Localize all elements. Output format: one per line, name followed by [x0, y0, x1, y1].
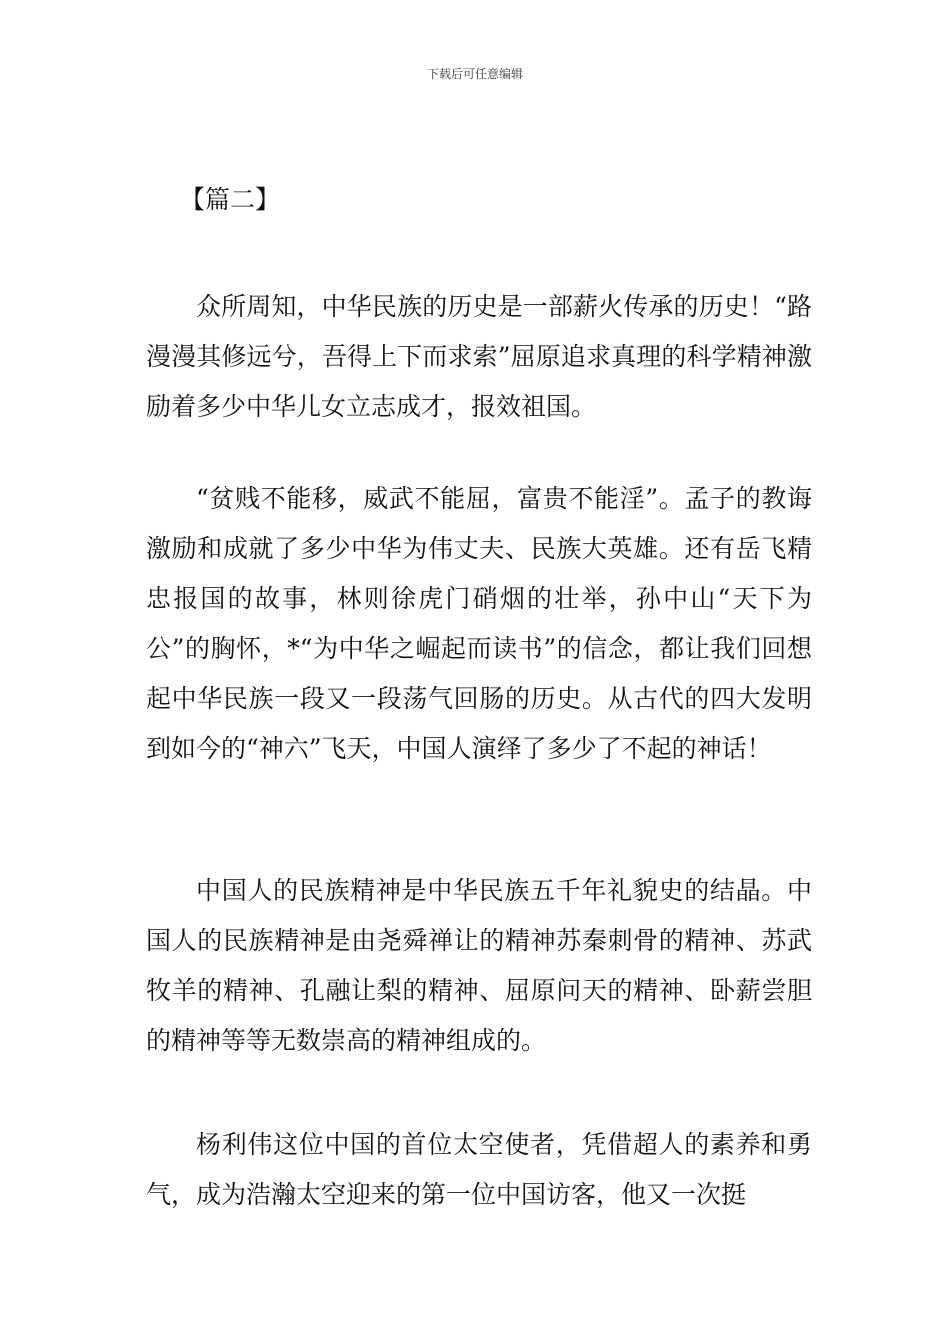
section-title: 【篇二】 — [180, 185, 281, 214]
paragraph-1: 众所周知，中华民族的历史是一部薪火传承的历史！“路漫漫其修远兮，吾得上下而求索”屈原追求真理的科学精神激励着多少中华儿女立志成才，报效祖国。 — [146, 292, 812, 421]
paragraph-3: 中国人的民族精神是中华民族五千年礼貌史的结晶。中国人的民族精神是由尧舜禅让的精神苏秦刺骨的精神、苏武牧羊的精神、孔融让梨的精神、屈原问天的精神、卧薪尝胆的精神等等无数崇高的精神组成的。 — [146, 876, 812, 1055]
header-note: 下载后可任意编辑 — [426, 67, 523, 81]
paragraph-2: “贫贱不能移，威武不能屈，富贵不能淫”。孟子的教诲激励和成就了多少中华为伟丈夫、民族大英雄。还有岳飞精忠报国的故事，林则徐虎门硝烟的壮举，孙中山“天下为公”的胸怀，*“为中华之崛起而读书”的信念，都让我们回想起中华民族一段又一段荡气回肠的历史。从古代的四大发明到如今的“神六”飞天，中国人演绎了多少了不起的神话！ — [146, 484, 812, 763]
paragraph-4: 杨利伟这位中国的首位太空使者，凭借超人的素养和勇气，成为浩瀚太空迎来的第一位中国访客，他又一次挺 — [146, 1130, 812, 1209]
